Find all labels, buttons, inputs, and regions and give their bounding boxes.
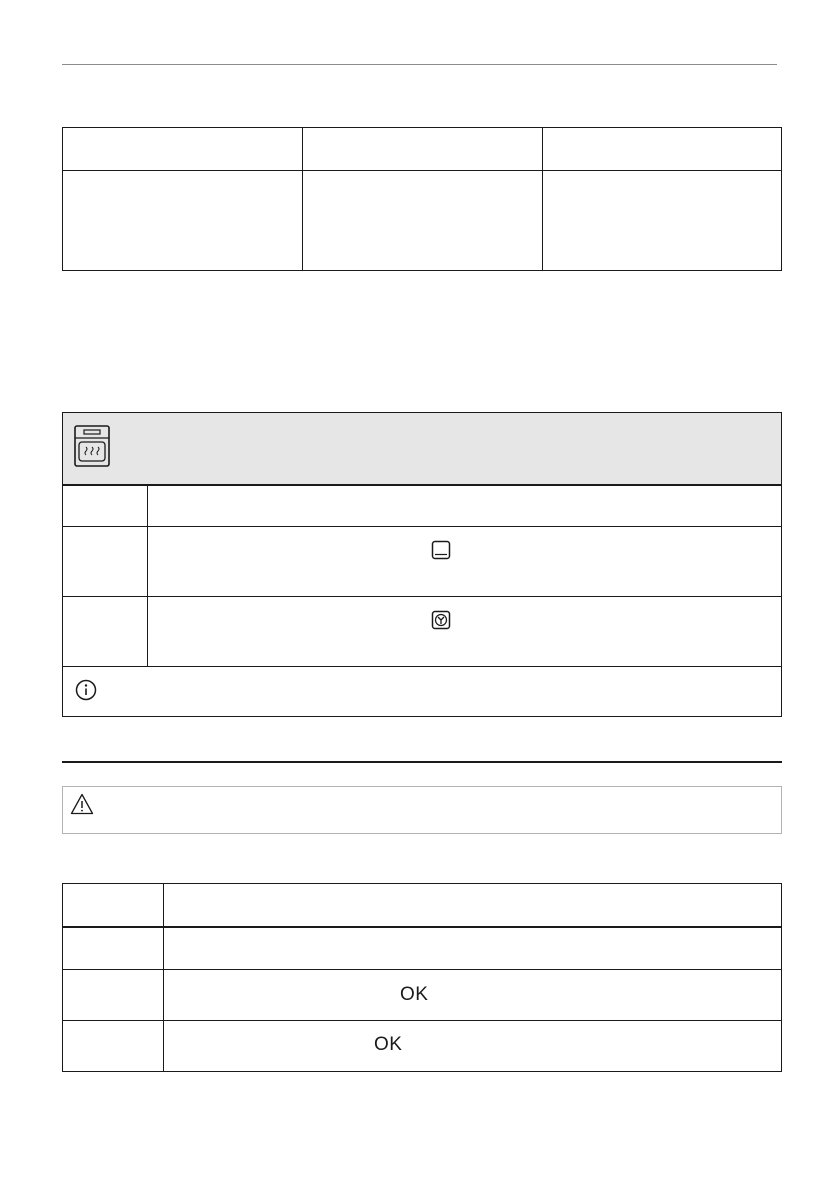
row-divider	[63, 666, 781, 667]
step-column-divider	[163, 884, 164, 1071]
table-header-cell	[63, 128, 302, 140]
table-cell	[63, 172, 302, 184]
warning-triangle-icon	[70, 793, 94, 815]
table-cell	[543, 172, 781, 184]
row-divider	[63, 596, 781, 597]
table-header-divider	[63, 170, 781, 171]
row-divider	[63, 926, 781, 928]
ok-key-label: OK	[400, 984, 429, 1005]
procedure-table	[62, 412, 782, 717]
oven-heat-function-icon	[74, 425, 110, 467]
column-divider	[542, 128, 543, 270]
page-header-rule	[62, 64, 777, 65]
oven-function-icon	[431, 540, 451, 560]
procedure-table-header	[63, 413, 781, 484]
row-divider	[63, 969, 781, 970]
info-icon	[75, 679, 97, 701]
row-divider	[63, 526, 781, 527]
settings-steps-table	[62, 883, 782, 1072]
step-column-divider	[147, 484, 148, 666]
ok-key-label: OK	[374, 1034, 403, 1055]
table-header-cell	[543, 128, 781, 140]
table-cell	[303, 172, 542, 184]
info-table	[62, 127, 782, 271]
column-divider	[302, 128, 303, 270]
table-header-cell	[303, 128, 542, 140]
row-divider	[63, 1020, 781, 1021]
fan-function-icon	[431, 610, 451, 630]
header-divider	[63, 484, 781, 486]
section-divider	[62, 761, 782, 763]
warning-box	[62, 786, 782, 834]
